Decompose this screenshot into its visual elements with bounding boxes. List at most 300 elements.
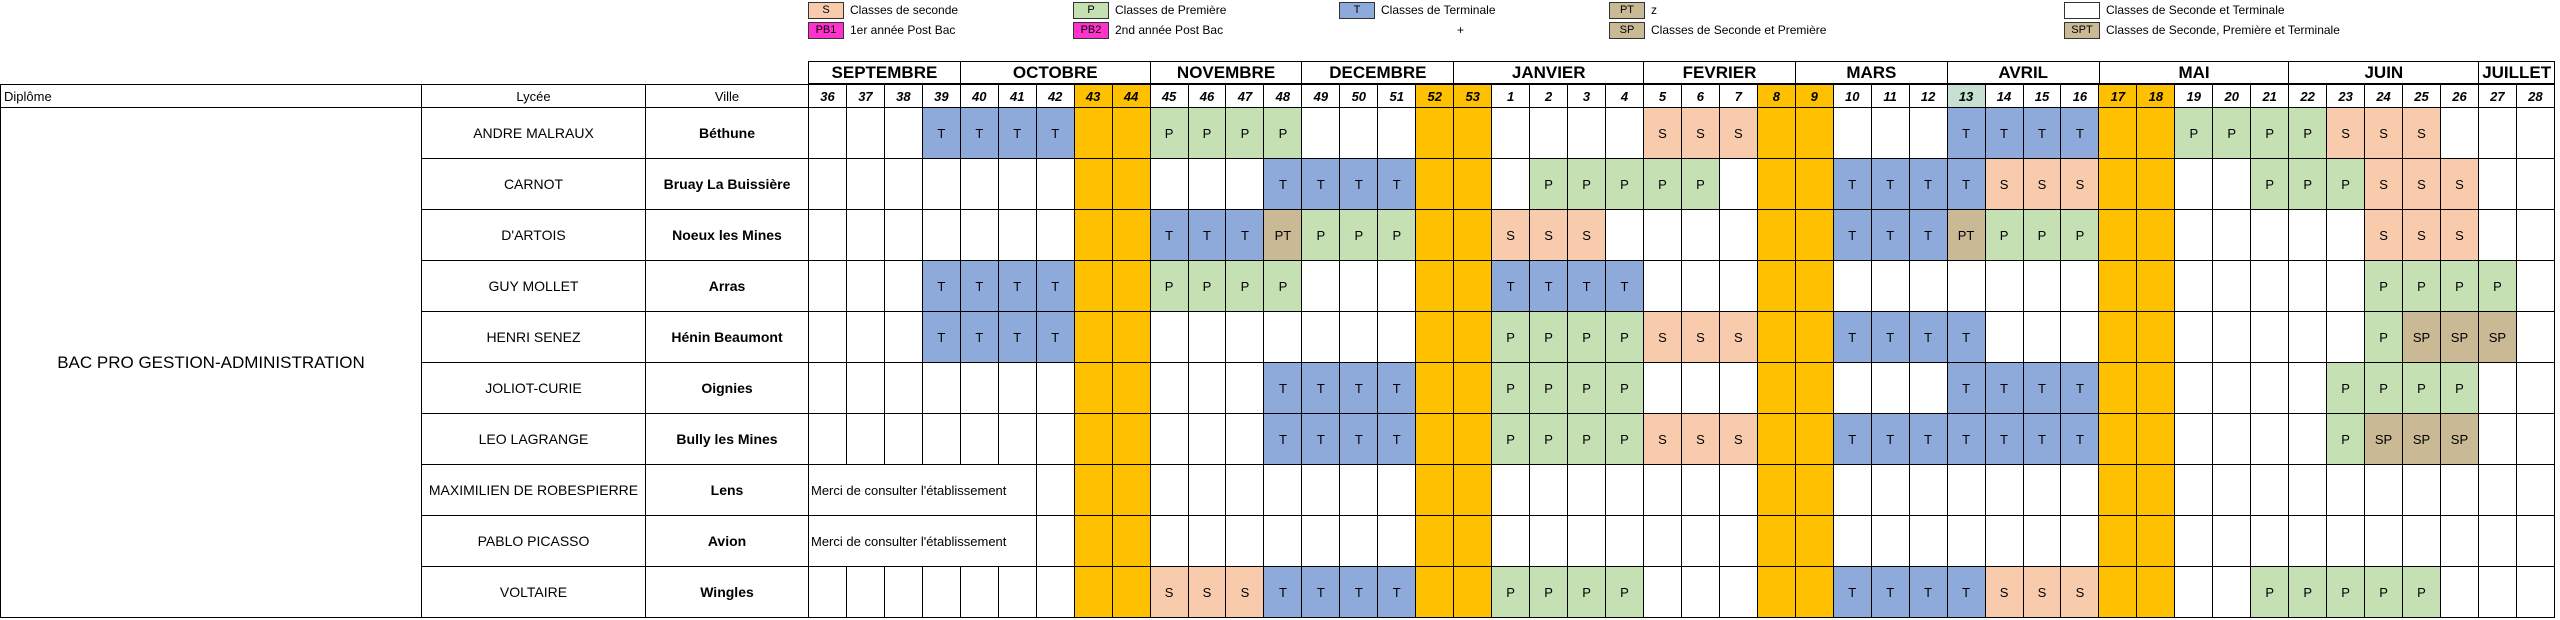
week-cell <box>1909 261 1947 312</box>
week-number: 10 <box>1833 85 1871 108</box>
week-cell <box>960 210 998 261</box>
week-cell <box>809 567 847 618</box>
week-cell <box>2289 465 2327 516</box>
week-cell <box>1074 159 1112 210</box>
legend-plus-sign: + <box>1457 23 1465 37</box>
ville-cell: Arras <box>646 261 809 312</box>
legend-label: z <box>1651 3 1657 17</box>
week-cell <box>1757 363 1795 414</box>
month-header: AVRIL <box>1947 61 2100 84</box>
week-number: 4 <box>1606 85 1644 108</box>
week-cell <box>1909 363 1947 414</box>
week-cell: PT <box>1947 210 1985 261</box>
week-cell <box>2061 516 2099 567</box>
week-cell <box>1568 516 1606 567</box>
week-cell: P <box>2365 567 2403 618</box>
week-cell <box>809 108 847 159</box>
week-cell <box>2478 363 2516 414</box>
legend-swatch: SPT <box>2064 22 2100 39</box>
week-cell: P <box>2327 414 2365 465</box>
week-cell: S <box>1985 567 2023 618</box>
week-cell <box>2213 159 2251 210</box>
week-cell: P <box>1568 159 1606 210</box>
week-cell <box>1985 261 2023 312</box>
week-number: 23 <box>2327 85 2365 108</box>
week-cell <box>1757 210 1795 261</box>
week-cell <box>1681 363 1719 414</box>
week-cell <box>846 312 884 363</box>
week-cell: T <box>998 261 1036 312</box>
ville-cell: Oignies <box>646 363 809 414</box>
week-cell <box>960 159 998 210</box>
week-cell <box>1416 312 1454 363</box>
week-cell: T <box>1378 567 1416 618</box>
week-cell <box>1643 261 1681 312</box>
week-cell: T <box>2061 414 2099 465</box>
week-cell: T <box>1947 567 1985 618</box>
week-cell <box>1112 261 1150 312</box>
week-cell <box>1909 108 1947 159</box>
week-cell <box>2289 261 2327 312</box>
week-cell: P <box>1492 414 1530 465</box>
week-cell: SP <box>2403 312 2441 363</box>
week-cell <box>846 108 884 159</box>
week-cell <box>1188 414 1226 465</box>
week-cell <box>809 159 847 210</box>
week-cell <box>1340 516 1378 567</box>
legend-swatch: PT <box>1609 2 1645 19</box>
week-cell: P <box>1340 210 1378 261</box>
week-cell <box>1340 312 1378 363</box>
week-cell: T <box>2023 108 2061 159</box>
week-cell: P <box>1264 261 1302 312</box>
week-cell: S <box>2023 159 2061 210</box>
week-cell <box>2175 363 2213 414</box>
week-cell <box>846 363 884 414</box>
week-number: 49 <box>1302 85 1340 108</box>
week-cell: T <box>960 108 998 159</box>
week-cell <box>922 363 960 414</box>
week-cell <box>2137 465 2175 516</box>
week-cell <box>809 363 847 414</box>
week-cell <box>2137 414 2175 465</box>
week-cell: T <box>1302 159 1340 210</box>
week-cell <box>1643 516 1681 567</box>
week-cell: T <box>1340 159 1378 210</box>
week-cell <box>1795 516 1833 567</box>
week-number: 53 <box>1454 85 1492 108</box>
week-cell <box>960 363 998 414</box>
week-cell: P <box>2289 108 2327 159</box>
week-cell: T <box>1871 567 1909 618</box>
week-cell <box>2061 312 2099 363</box>
week-cell <box>1036 516 1074 567</box>
consult-note: Merci de consulter l'établissement <box>809 465 1037 516</box>
week-cell <box>2365 465 2403 516</box>
week-cell <box>846 261 884 312</box>
week-cell <box>1643 465 1681 516</box>
week-cell <box>846 567 884 618</box>
week-cell <box>2516 516 2554 567</box>
week-cell: P <box>2440 363 2478 414</box>
week-number: 16 <box>2061 85 2099 108</box>
month-header: FEVRIER <box>1643 61 1796 84</box>
week-number: 45 <box>1150 85 1188 108</box>
week-cell <box>2440 108 2478 159</box>
week-cell <box>2478 516 2516 567</box>
week-cell <box>1492 159 1530 210</box>
lycee-cell: GUY MOLLET <box>422 261 646 312</box>
week-cell: T <box>1871 210 1909 261</box>
week-cell: S <box>1681 312 1719 363</box>
week-cell <box>1909 465 1947 516</box>
week-cell: T <box>1226 210 1264 261</box>
week-cell <box>2516 159 2554 210</box>
week-cell <box>1302 516 1340 567</box>
week-cell <box>2213 465 2251 516</box>
week-cell <box>1530 465 1568 516</box>
week-cell: T <box>1985 414 2023 465</box>
lycee-cell: ANDRE MALRAUX <box>422 108 646 159</box>
week-cell: T <box>1340 363 1378 414</box>
week-cell: S <box>1150 567 1188 618</box>
week-cell <box>1112 414 1150 465</box>
week-number: 48 <box>1264 85 1302 108</box>
week-cell: P <box>1568 312 1606 363</box>
week-cell <box>1454 312 1492 363</box>
week-cell: P <box>1530 312 1568 363</box>
week-number: 1 <box>1492 85 1530 108</box>
week-cell: SP <box>2440 312 2478 363</box>
week-cell <box>2365 516 2403 567</box>
week-cell <box>1074 516 1112 567</box>
week-cell <box>2251 363 2289 414</box>
week-cell <box>1150 363 1188 414</box>
week-cell <box>2023 312 2061 363</box>
week-cell <box>1150 465 1188 516</box>
week-cell <box>1492 108 1530 159</box>
lycee-cell: PABLO PICASSO <box>422 516 646 567</box>
week-cell: T <box>1909 312 1947 363</box>
legend-item-pb2 <box>1073 21 1223 39</box>
week-cell <box>2251 516 2289 567</box>
month-header: MAI <box>2099 61 2290 84</box>
ville-cell: Béthune <box>646 108 809 159</box>
week-cell <box>1757 567 1795 618</box>
week-cell: P <box>1985 210 2023 261</box>
week-cell <box>1719 465 1757 516</box>
legend-label: 1er année Post Bac <box>850 23 956 37</box>
lycee-cell: D'ARTOIS <box>422 210 646 261</box>
week-cell: T <box>1947 108 1985 159</box>
week-cell <box>1188 159 1226 210</box>
week-cell: SP <box>2365 414 2403 465</box>
week-cell <box>1909 516 1947 567</box>
week-cell <box>998 210 1036 261</box>
week-cell: P <box>1226 108 1264 159</box>
week-cell: T <box>1302 363 1340 414</box>
week-cell <box>2516 363 2554 414</box>
week-cell: P <box>1568 414 1606 465</box>
week-cell <box>1074 210 1112 261</box>
legend-swatch: P <box>1073 2 1109 19</box>
week-cell: S <box>2327 108 2365 159</box>
week-cell <box>2099 516 2137 567</box>
week-cell <box>1757 159 1795 210</box>
week-cell <box>1454 363 1492 414</box>
week-cell <box>960 414 998 465</box>
week-cell: T <box>1833 567 1871 618</box>
week-cell <box>884 210 922 261</box>
week-cell <box>1492 516 1530 567</box>
week-cell <box>2137 363 2175 414</box>
week-number: 51 <box>1378 85 1416 108</box>
week-cell <box>2251 312 2289 363</box>
legend-swatch: PB1 <box>808 22 844 39</box>
week-cell <box>2440 567 2478 618</box>
week-cell: T <box>1909 210 1947 261</box>
week-number: 44 <box>1112 85 1150 108</box>
week-cell <box>1985 312 2023 363</box>
week-cell <box>2175 261 2213 312</box>
week-cell <box>1833 108 1871 159</box>
week-cell: T <box>1947 159 1985 210</box>
week-number: 27 <box>2478 85 2516 108</box>
week-cell: S <box>1643 414 1681 465</box>
week-cell <box>1606 108 1644 159</box>
week-cell: T <box>1985 108 2023 159</box>
week-cell <box>1985 465 2023 516</box>
week-cell <box>1416 210 1454 261</box>
week-cell: P <box>1568 363 1606 414</box>
week-number: 46 <box>1188 85 1226 108</box>
week-cell <box>1340 261 1378 312</box>
week-cell <box>922 414 960 465</box>
week-number: 11 <box>1871 85 1909 108</box>
week-cell: T <box>1264 363 1302 414</box>
week-cell <box>2478 414 2516 465</box>
week-cell <box>1302 465 1340 516</box>
week-cell <box>1681 567 1719 618</box>
week-cell <box>1795 261 1833 312</box>
week-cell <box>846 414 884 465</box>
week-cell <box>2327 312 2365 363</box>
week-cell <box>2251 261 2289 312</box>
week-number: 19 <box>2175 85 2213 108</box>
week-cell: T <box>960 312 998 363</box>
week-cell: P <box>1264 108 1302 159</box>
week-cell <box>1150 516 1188 567</box>
week-cell <box>1074 312 1112 363</box>
legend-label: Classes de Seconde, Première et Terminale <box>2106 23 2340 37</box>
week-cell <box>1378 312 1416 363</box>
week-cell: P <box>1568 567 1606 618</box>
week-cell <box>1036 363 1074 414</box>
week-cell <box>2213 312 2251 363</box>
week-cell <box>1833 465 1871 516</box>
week-cell: T <box>1378 363 1416 414</box>
week-cell <box>2175 414 2213 465</box>
week-cell <box>1871 261 1909 312</box>
week-cell <box>2137 567 2175 618</box>
week-cell: P <box>1530 567 1568 618</box>
week-cell: S <box>2061 567 2099 618</box>
schedule-grid <box>0 84 2555 618</box>
week-cell: T <box>1871 414 1909 465</box>
week-cell: T <box>960 261 998 312</box>
week-cell: P <box>1606 159 1644 210</box>
legend-item-seconde <box>808 1 958 19</box>
legend-label: Classes de Seconde et Première <box>1651 23 1827 37</box>
week-number: 14 <box>1985 85 2023 108</box>
week-cell <box>2327 210 2365 261</box>
week-cell <box>2175 516 2213 567</box>
ville-cell: Bully les Mines <box>646 414 809 465</box>
week-cell <box>2137 312 2175 363</box>
week-cell <box>2403 465 2441 516</box>
consult-note: Merci de consulter l'établissement <box>809 516 1037 567</box>
week-cell: P <box>2440 261 2478 312</box>
week-number: 43 <box>1074 85 1112 108</box>
week-cell <box>1757 312 1795 363</box>
week-cell <box>1643 363 1681 414</box>
week-cell <box>2478 108 2516 159</box>
week-number: 17 <box>2099 85 2137 108</box>
week-cell: P <box>2327 567 2365 618</box>
week-cell: T <box>2023 363 2061 414</box>
week-cell <box>1074 465 1112 516</box>
week-cell <box>2213 567 2251 618</box>
week-cell <box>1302 312 1340 363</box>
week-cell: T <box>922 261 960 312</box>
week-cell <box>1112 108 1150 159</box>
week-cell <box>2327 465 2365 516</box>
week-cell <box>1681 210 1719 261</box>
week-cell <box>1112 567 1150 618</box>
week-cell: P <box>2251 108 2289 159</box>
week-cell <box>2099 312 2137 363</box>
week-cell <box>1416 108 1454 159</box>
week-cell <box>1036 159 1074 210</box>
week-cell <box>2175 465 2213 516</box>
week-cell <box>1454 210 1492 261</box>
header-ville: Ville <box>646 85 809 108</box>
week-cell <box>1985 516 2023 567</box>
week-cell <box>1416 261 1454 312</box>
lycee-cell: JOLIOT-CURIE <box>422 363 646 414</box>
week-cell: T <box>1947 363 1985 414</box>
week-cell <box>2099 108 2137 159</box>
week-cell <box>1036 414 1074 465</box>
week-cell <box>1074 261 1112 312</box>
week-cell <box>1454 414 1492 465</box>
ville-cell: Noeux les Mines <box>646 210 809 261</box>
week-cell: P <box>2327 159 2365 210</box>
week-cell: P <box>1492 567 1530 618</box>
week-cell <box>884 312 922 363</box>
week-cell: T <box>1264 567 1302 618</box>
week-cell <box>2175 159 2213 210</box>
week-cell: S <box>1719 312 1757 363</box>
week-cell: P <box>2365 363 2403 414</box>
week-cell: T <box>998 108 1036 159</box>
week-cell: P <box>1643 159 1681 210</box>
week-cell <box>1681 465 1719 516</box>
week-cell <box>2516 108 2554 159</box>
week-cell: T <box>1036 261 1074 312</box>
week-cell: P <box>1530 363 1568 414</box>
week-cell <box>1226 312 1264 363</box>
week-cell: S <box>2365 210 2403 261</box>
week-cell <box>1112 516 1150 567</box>
week-cell <box>1454 567 1492 618</box>
table-row <box>1 108 2555 159</box>
week-number: 6 <box>1681 85 1719 108</box>
week-cell <box>1719 261 1757 312</box>
week-cell: SP <box>2440 414 2478 465</box>
week-cell <box>2478 465 2516 516</box>
week-cell <box>1036 465 1074 516</box>
week-cell <box>1719 516 1757 567</box>
legend-label: 2nd année Post Bac <box>1115 23 1224 37</box>
week-cell: S <box>2365 108 2403 159</box>
week-cell: T <box>1264 159 1302 210</box>
week-cell: P <box>1226 261 1264 312</box>
week-cell <box>1226 363 1264 414</box>
week-cell <box>809 312 847 363</box>
week-cell: T <box>1150 210 1188 261</box>
legend-item-spt <box>2064 21 2340 39</box>
week-cell <box>1795 108 1833 159</box>
lycee-cell: MAXIMILIEN DE ROBESPIERRE <box>422 465 646 516</box>
ville-cell: Lens <box>646 465 809 516</box>
week-cell <box>1188 516 1226 567</box>
week-cell <box>809 261 847 312</box>
week-cell: P <box>1606 312 1644 363</box>
week-cell <box>1302 108 1340 159</box>
header-diplome: Diplôme <box>1 85 422 108</box>
week-cell <box>1226 465 1264 516</box>
week-cell <box>1036 210 1074 261</box>
week-number: 21 <box>2251 85 2289 108</box>
week-cell <box>1416 567 1454 618</box>
month-header: JANVIER <box>1453 61 1644 84</box>
week-cell <box>1795 414 1833 465</box>
week-cell: T <box>1833 159 1871 210</box>
week-cell: T <box>922 108 960 159</box>
week-cell <box>2327 261 2365 312</box>
week-cell: P <box>1492 312 1530 363</box>
week-cell <box>1606 465 1644 516</box>
ville-cell: Bruay La Buissière <box>646 159 809 210</box>
week-number: 12 <box>1909 85 1947 108</box>
week-cell <box>2251 210 2289 261</box>
week-cell <box>2099 414 2137 465</box>
week-cell: T <box>1909 414 1947 465</box>
week-cell: T <box>1188 210 1226 261</box>
ville-cell: Avion <box>646 516 809 567</box>
legend-swatch: T <box>1339 2 1375 19</box>
week-cell: P <box>2061 210 2099 261</box>
week-number: 47 <box>1226 85 1264 108</box>
week-cell: P <box>2251 159 2289 210</box>
lycee-cell: HENRI SENEZ <box>422 312 646 363</box>
week-cell: S <box>2403 210 2441 261</box>
week-cell: T <box>1492 261 1530 312</box>
week-cell <box>2516 414 2554 465</box>
week-cell <box>1757 465 1795 516</box>
week-cell <box>1719 210 1757 261</box>
